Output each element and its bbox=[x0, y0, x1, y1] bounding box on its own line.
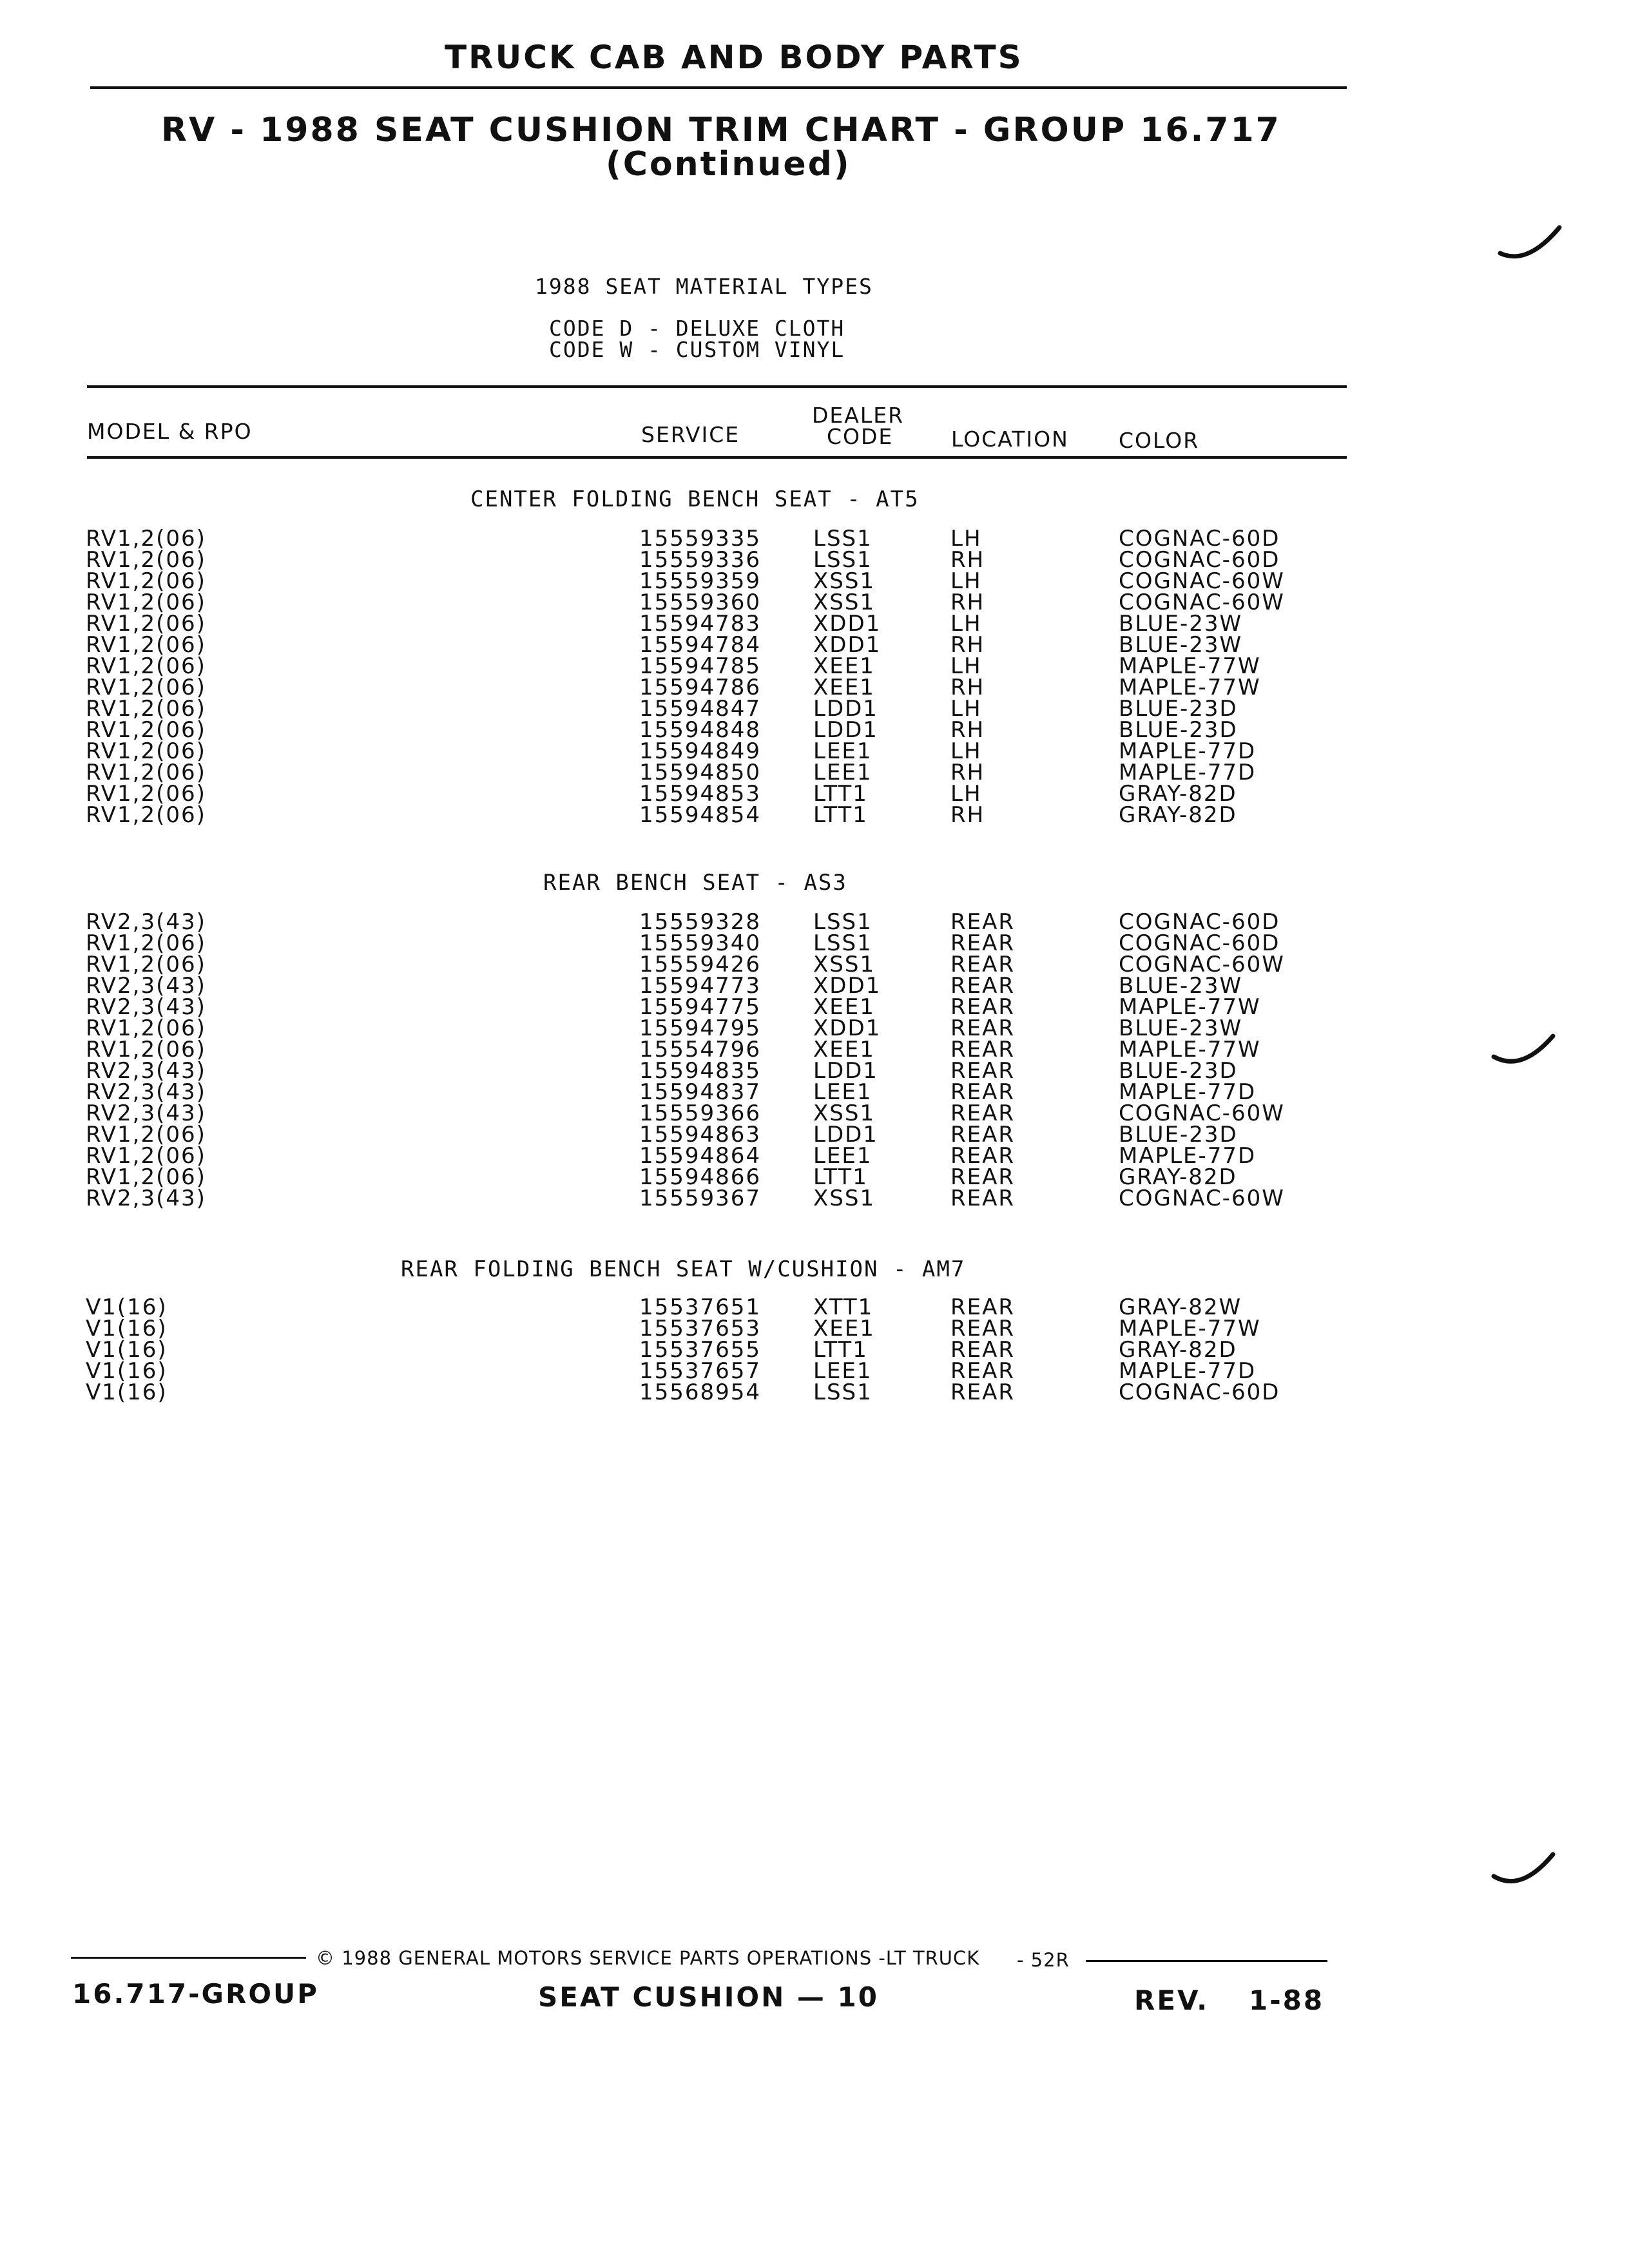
check-mark-icon bbox=[1495, 222, 1566, 267]
service-number-cell: 15568954 bbox=[639, 1379, 762, 1405]
model-cell: RV1,2(06) bbox=[86, 526, 206, 552]
material-types-heading: 1988 SEAT MATERIAL TYPES bbox=[535, 274, 873, 299]
color-cell: MAPLE-77D bbox=[1119, 1358, 1257, 1384]
model-cell: RV2,3(43) bbox=[86, 1058, 206, 1084]
dealer-code-cell: LEE1 bbox=[813, 1079, 872, 1105]
copyright-text: © 1988 GENERAL MOTORS SERVICE PARTS OPERATIONS -LT TRUCK bbox=[316, 1947, 980, 1969]
service-number-cell: 15594866 bbox=[639, 1164, 762, 1190]
color-cell: BLUE-23D bbox=[1119, 717, 1238, 743]
service-number-cell: 15594775 bbox=[639, 994, 762, 1020]
service-number-cell: 15537655 bbox=[639, 1337, 762, 1363]
location-cell: REAR bbox=[950, 1337, 1015, 1363]
location-cell: REAR bbox=[950, 994, 1015, 1020]
model-cell: V1(16) bbox=[86, 1358, 168, 1384]
location-cell: REAR bbox=[950, 1079, 1015, 1105]
color-cell: BLUE-23W bbox=[1119, 632, 1243, 658]
service-number-cell: 15594783 bbox=[639, 611, 762, 637]
check-mark-icon bbox=[1489, 1031, 1559, 1076]
color-cell: BLUE-23W bbox=[1119, 611, 1243, 637]
dealer-code-cell: XTT1 bbox=[813, 1294, 874, 1320]
location-cell: REAR bbox=[950, 1316, 1015, 1341]
table-row bbox=[0, 1379, 1629, 1405]
dealer-code-cell: XEE1 bbox=[813, 1316, 875, 1341]
chart-continued: (Continued) bbox=[606, 145, 851, 184]
model-cell: RV2,3(43) bbox=[86, 973, 206, 999]
location-cell: LH bbox=[950, 611, 982, 637]
page-code: - 52R bbox=[1017, 1949, 1070, 1971]
color-cell: COGNAC-60D bbox=[1119, 547, 1280, 573]
model-cell: RV1,2(06) bbox=[86, 675, 206, 700]
model-cell: RV1,2(06) bbox=[86, 632, 206, 658]
dealer-code-cell: XSS1 bbox=[813, 568, 876, 594]
column-dealer-code: CODE bbox=[827, 424, 894, 449]
page-title: TRUCK CAB AND BODY PARTS bbox=[445, 39, 1023, 76]
color-cell: GRAY-82D bbox=[1119, 802, 1237, 828]
service-number-cell: 15559366 bbox=[639, 1100, 762, 1126]
color-cell: MAPLE-77W bbox=[1119, 994, 1261, 1020]
dealer-code-cell: XSS1 bbox=[813, 1186, 876, 1211]
title-rule bbox=[90, 86, 1347, 89]
model-cell: RV1,2(06) bbox=[86, 760, 206, 785]
dealer-code-cell: LSS1 bbox=[813, 526, 872, 552]
model-cell: RV1,2(06) bbox=[86, 1015, 206, 1041]
column-model: MODEL & RPO bbox=[87, 419, 253, 444]
model-cell: RV1,2(06) bbox=[86, 568, 206, 594]
header-bottom-rule bbox=[87, 456, 1347, 459]
service-number-cell: 15594864 bbox=[639, 1143, 762, 1169]
location-cell: REAR bbox=[950, 1294, 1015, 1320]
material-code-d: CODE D - DELUXE CLOTH bbox=[549, 316, 845, 341]
model-cell: RV1,2(06) bbox=[86, 717, 206, 743]
service-number-cell: 15594786 bbox=[639, 675, 762, 700]
dealer-code-cell: LTT1 bbox=[813, 802, 868, 828]
service-number-cell: 15594847 bbox=[639, 696, 762, 722]
color-cell: GRAY-82D bbox=[1119, 1337, 1237, 1363]
location-cell: RH bbox=[950, 717, 985, 743]
service-number-cell: 15559360 bbox=[639, 590, 762, 615]
location-cell: REAR bbox=[950, 1186, 1015, 1211]
dealer-code-cell: LDD1 bbox=[813, 1058, 878, 1084]
model-cell: RV1,2(06) bbox=[86, 1037, 206, 1062]
location-cell: REAR bbox=[950, 973, 1015, 999]
location-cell: RH bbox=[950, 760, 985, 785]
service-number-cell: 15594837 bbox=[639, 1079, 762, 1105]
service-number-cell: 15594784 bbox=[639, 632, 762, 658]
dealer-code-cell: LDD1 bbox=[813, 696, 878, 722]
location-cell: REAR bbox=[950, 1164, 1015, 1190]
color-cell: COGNAC-60D bbox=[1119, 930, 1280, 956]
color-cell: MAPLE-77W bbox=[1119, 675, 1261, 700]
location-cell: RH bbox=[950, 547, 985, 573]
dealer-code-cell: LDD1 bbox=[813, 1122, 878, 1148]
dealer-code-cell: XEE1 bbox=[813, 994, 875, 1020]
service-number-cell: 15537651 bbox=[639, 1294, 762, 1320]
service-number-cell: 15559335 bbox=[639, 526, 762, 552]
column-color: COLOR bbox=[1119, 428, 1200, 453]
dealer-code-cell: LDD1 bbox=[813, 717, 878, 743]
service-number-cell: 15594853 bbox=[639, 781, 762, 807]
footer-section: SEAT CUSHION — 10 bbox=[538, 1981, 879, 2013]
color-cell: COGNAC-60D bbox=[1119, 909, 1280, 935]
check-mark-icon bbox=[1489, 1849, 1559, 1894]
model-cell: RV2,3(43) bbox=[86, 1100, 206, 1126]
model-cell: RV1,2(06) bbox=[86, 781, 206, 807]
dealer-code-cell: LEE1 bbox=[813, 760, 872, 785]
location-cell: REAR bbox=[950, 1379, 1015, 1405]
location-cell: REAR bbox=[950, 1358, 1015, 1384]
dealer-code-cell: XDD1 bbox=[813, 973, 882, 999]
service-number-cell: 15594785 bbox=[639, 653, 762, 679]
dealer-code-cell: LSS1 bbox=[813, 909, 872, 935]
color-cell: MAPLE-77D bbox=[1119, 1143, 1257, 1169]
service-number-cell: 15559340 bbox=[639, 930, 762, 956]
color-cell: COGNAC-60W bbox=[1119, 590, 1285, 615]
location-cell: LH bbox=[950, 781, 982, 807]
service-number-cell: 15594863 bbox=[639, 1122, 762, 1148]
header-top-rule bbox=[87, 385, 1347, 388]
model-cell: RV1,2(06) bbox=[86, 653, 206, 679]
column-service: SERVICE bbox=[641, 422, 740, 447]
color-cell: COGNAC-60W bbox=[1119, 952, 1285, 977]
model-cell: RV1,2(06) bbox=[86, 738, 206, 764]
footer-group: 16.717-GROUP bbox=[72, 1978, 319, 2010]
dealer-code-cell: XEE1 bbox=[813, 1037, 875, 1062]
dealer-code-cell: LTT1 bbox=[813, 781, 868, 807]
dealer-code-cell: XDD1 bbox=[813, 1015, 882, 1041]
table-row bbox=[0, 802, 1629, 828]
color-cell: COGNAC-60D bbox=[1119, 526, 1280, 552]
section-title: CENTER FOLDING BENCH SEAT - AT5 bbox=[470, 486, 920, 512]
service-number-cell: 15594835 bbox=[639, 1058, 762, 1084]
dealer-code-cell: LSS1 bbox=[813, 1379, 872, 1405]
service-number-cell: 15559336 bbox=[639, 547, 762, 573]
footer-rule-right bbox=[1086, 1960, 1327, 1962]
location-cell: RH bbox=[950, 632, 985, 658]
model-cell: V1(16) bbox=[86, 1337, 168, 1363]
model-cell: RV1,2(06) bbox=[86, 590, 206, 615]
dealer-code-cell: XDD1 bbox=[813, 611, 882, 637]
dealer-code-cell: XDD1 bbox=[813, 632, 882, 658]
service-number-cell: 15559359 bbox=[639, 568, 762, 594]
color-cell: GRAY-82D bbox=[1119, 781, 1237, 807]
dealer-code-cell: LTT1 bbox=[813, 1164, 868, 1190]
dealer-code-cell: XSS1 bbox=[813, 952, 876, 977]
model-cell: V1(16) bbox=[86, 1316, 168, 1341]
service-number-cell: 15559328 bbox=[639, 909, 762, 935]
service-number-cell: 15594773 bbox=[639, 973, 762, 999]
dealer-code-cell: XEE1 bbox=[813, 653, 875, 679]
color-cell: MAPLE-77D bbox=[1119, 760, 1257, 785]
service-number-cell: 15559367 bbox=[639, 1186, 762, 1211]
service-number-cell: 15594795 bbox=[639, 1015, 762, 1041]
location-cell: LH bbox=[950, 738, 982, 764]
dealer-code-cell: LTT1 bbox=[813, 1337, 868, 1363]
service-number-cell: 15594850 bbox=[639, 760, 762, 785]
dealer-code-cell: XSS1 bbox=[813, 1100, 876, 1126]
dealer-code-cell: LEE1 bbox=[813, 1143, 872, 1169]
model-cell: RV1,2(06) bbox=[86, 547, 206, 573]
location-cell: RH bbox=[950, 675, 985, 700]
model-cell: RV2,3(43) bbox=[86, 909, 206, 935]
location-cell: LH bbox=[950, 696, 982, 722]
color-cell: MAPLE-77W bbox=[1119, 1316, 1261, 1341]
model-cell: RV1,2(06) bbox=[86, 930, 206, 956]
color-cell: BLUE-23W bbox=[1119, 973, 1243, 999]
location-cell: REAR bbox=[950, 1058, 1015, 1084]
footer-rule-left bbox=[71, 1957, 306, 1959]
location-cell: RH bbox=[950, 802, 985, 828]
column-dealer: DEALER bbox=[812, 403, 905, 428]
location-cell: LH bbox=[950, 526, 982, 552]
section-title: REAR FOLDING BENCH SEAT W/CUSHION - AM7 bbox=[401, 1256, 966, 1282]
location-cell: REAR bbox=[950, 1015, 1015, 1041]
service-number-cell: 15594854 bbox=[639, 802, 762, 828]
material-code-w: CODE W - CUSTOM VINYL bbox=[549, 337, 845, 362]
column-location: LOCATION bbox=[951, 427, 1069, 452]
location-cell: REAR bbox=[950, 1122, 1015, 1148]
location-cell: REAR bbox=[950, 952, 1015, 977]
location-cell: REAR bbox=[950, 1143, 1015, 1169]
chart-title: RV - 1988 SEAT CUSHION TRIM CHART - GROUP 16.717 bbox=[161, 111, 1281, 149]
location-cell: REAR bbox=[950, 909, 1015, 935]
dealer-code-cell: LEE1 bbox=[813, 738, 872, 764]
color-cell: GRAY-82W bbox=[1119, 1294, 1242, 1320]
service-number-cell: 15537653 bbox=[639, 1316, 762, 1341]
model-cell: RV1,2(06) bbox=[86, 802, 206, 828]
model-cell: RV1,2(06) bbox=[86, 1164, 206, 1190]
color-cell: COGNAC-60D bbox=[1119, 1379, 1280, 1405]
color-cell: BLUE-23D bbox=[1119, 1058, 1238, 1084]
color-cell: MAPLE-77W bbox=[1119, 653, 1261, 679]
footer-rev-label: REV. bbox=[1134, 1984, 1210, 2016]
service-number-cell: 15594849 bbox=[639, 738, 762, 764]
model-cell: RV2,3(43) bbox=[86, 1186, 206, 1211]
model-cell: RV1,2(06) bbox=[86, 611, 206, 637]
footer-rev-date: 1-88 bbox=[1249, 1984, 1325, 2016]
model-cell: RV2,3(43) bbox=[86, 1079, 206, 1105]
color-cell: MAPLE-77D bbox=[1119, 1079, 1257, 1105]
model-cell: RV1,2(06) bbox=[86, 952, 206, 977]
color-cell: GRAY-82D bbox=[1119, 1164, 1237, 1190]
dealer-code-cell: LEE1 bbox=[813, 1358, 872, 1384]
dealer-code-cell: XSS1 bbox=[813, 590, 876, 615]
model-cell: V1(16) bbox=[86, 1379, 168, 1405]
model-cell: RV1,2(06) bbox=[86, 696, 206, 722]
color-cell: MAPLE-77W bbox=[1119, 1037, 1261, 1062]
section-title: REAR BENCH SEAT - AS3 bbox=[543, 870, 847, 896]
location-cell: REAR bbox=[950, 1037, 1015, 1062]
dealer-code-cell: LSS1 bbox=[813, 547, 872, 573]
service-number-cell: 15554796 bbox=[639, 1037, 762, 1062]
location-cell: REAR bbox=[950, 1100, 1015, 1126]
model-cell: RV1,2(06) bbox=[86, 1122, 206, 1148]
location-cell: RH bbox=[950, 590, 985, 615]
service-number-cell: 15537657 bbox=[639, 1358, 762, 1384]
color-cell: BLUE-23D bbox=[1119, 696, 1238, 722]
location-cell: REAR bbox=[950, 930, 1015, 956]
location-cell: LH bbox=[950, 568, 982, 594]
color-cell: COGNAC-60W bbox=[1119, 1100, 1285, 1126]
color-cell: COGNAC-60W bbox=[1119, 1186, 1285, 1211]
color-cell: BLUE-23W bbox=[1119, 1015, 1243, 1041]
model-cell: V1(16) bbox=[86, 1294, 168, 1320]
location-cell: LH bbox=[950, 653, 982, 679]
dealer-code-cell: LSS1 bbox=[813, 930, 872, 956]
table-row bbox=[0, 1188, 1629, 1209]
service-number-cell: 15594848 bbox=[639, 717, 762, 743]
dealer-code-cell: XEE1 bbox=[813, 675, 875, 700]
model-cell: RV2,3(43) bbox=[86, 994, 206, 1020]
model-cell: RV1,2(06) bbox=[86, 1143, 206, 1169]
service-number-cell: 15559426 bbox=[639, 952, 762, 977]
color-cell: BLUE-23D bbox=[1119, 1122, 1238, 1148]
color-cell: COGNAC-60W bbox=[1119, 568, 1285, 594]
color-cell: MAPLE-77D bbox=[1119, 738, 1257, 764]
